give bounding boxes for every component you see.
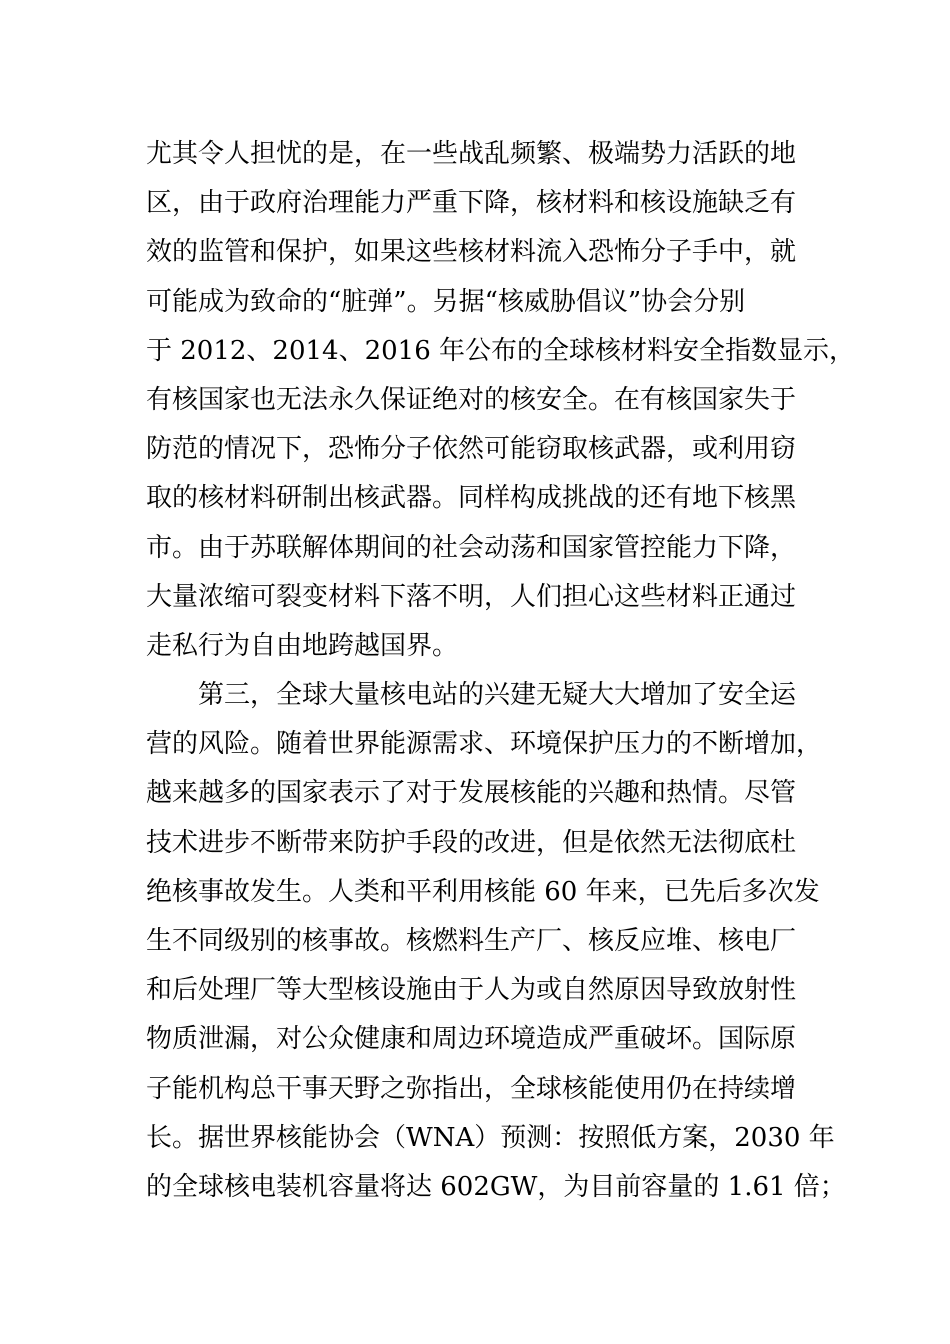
text-line: 区，由于政府治理能力严重下降，核材料和核设施缺乏有 [146, 188, 797, 219]
text-line: 有核国家也无法永久保证绝对的核安全。在有核国家失于 [146, 384, 797, 415]
text-line: 尤其令人担忧的是，在一些战乱频繁、极端势力活跃的地 [146, 139, 797, 169]
text-line: 取的核材料研制出核武器。同样构成挑战的还有地下核黑 [146, 483, 797, 514]
text-line: 可能成为致命的“脏弹”。另据“核威胁倡议”协会分别 [146, 286, 746, 317]
text-line: 技术进步不断带来防护手段的改进，但是依然无法彻底杜 [146, 827, 797, 858]
document-body [146, 130, 856, 1212]
text-line: 第三，全球大量核电站的兴建无疑大大增加了安全运 [198, 680, 797, 711]
text-line: 市。由于苏联解体期间的社会动荡和国家管控能力下降， [146, 532, 797, 563]
paragraph-1 [146, 130, 856, 671]
text-line: 越来越多的国家表示了对于发展核能的兴趣和热情。尽管 [146, 778, 797, 809]
text-line: 子能机构总干事天野之弥指出，全球核能使用仍在持续增 [146, 1073, 797, 1104]
text-line: 和后处理厂等大型核设施由于人为或自然原因导致放射性 [146, 975, 797, 1006]
text-line: 大量浓缩可裂变材料下落不明，人们担心这些材料正通过 [146, 581, 797, 612]
text-line: 防范的情况下，恐怖分子依然可能窃取核武器，或利用窃 [146, 434, 797, 465]
text-line: 生不同级别的核事故。核燃料生产厂、核反应堆、核电厂 [146, 926, 797, 956]
text-line: 走私行为自由地跨越国界。 [146, 630, 459, 661]
text-line: 长。据世界核能协会（WNA）预测：按照低方案，2030 年 [146, 1122, 835, 1153]
text-line: 物质泄漏，对公众健康和周边环境造成严重破坏。国际原 [146, 1024, 797, 1055]
text-line: 于 2012、2014、2016 年公布的全球核材料安全指数显示， [146, 335, 856, 366]
text-line: 效的监管和保护，如果这些核材料流入恐怖分子手中，就 [146, 237, 797, 268]
text-line: 的全球核电装机容量将达 602GW，为目前容量的 1.61 倍； [146, 1171, 846, 1202]
paragraph-2 [146, 671, 846, 1212]
text-line: 绝核事故发生。人类和平利用核能 60 年来，已先后多次发 [146, 876, 820, 907]
text-line: 营的风险。随着世界能源需求、环境保护压力的不断增加， [146, 729, 823, 760]
